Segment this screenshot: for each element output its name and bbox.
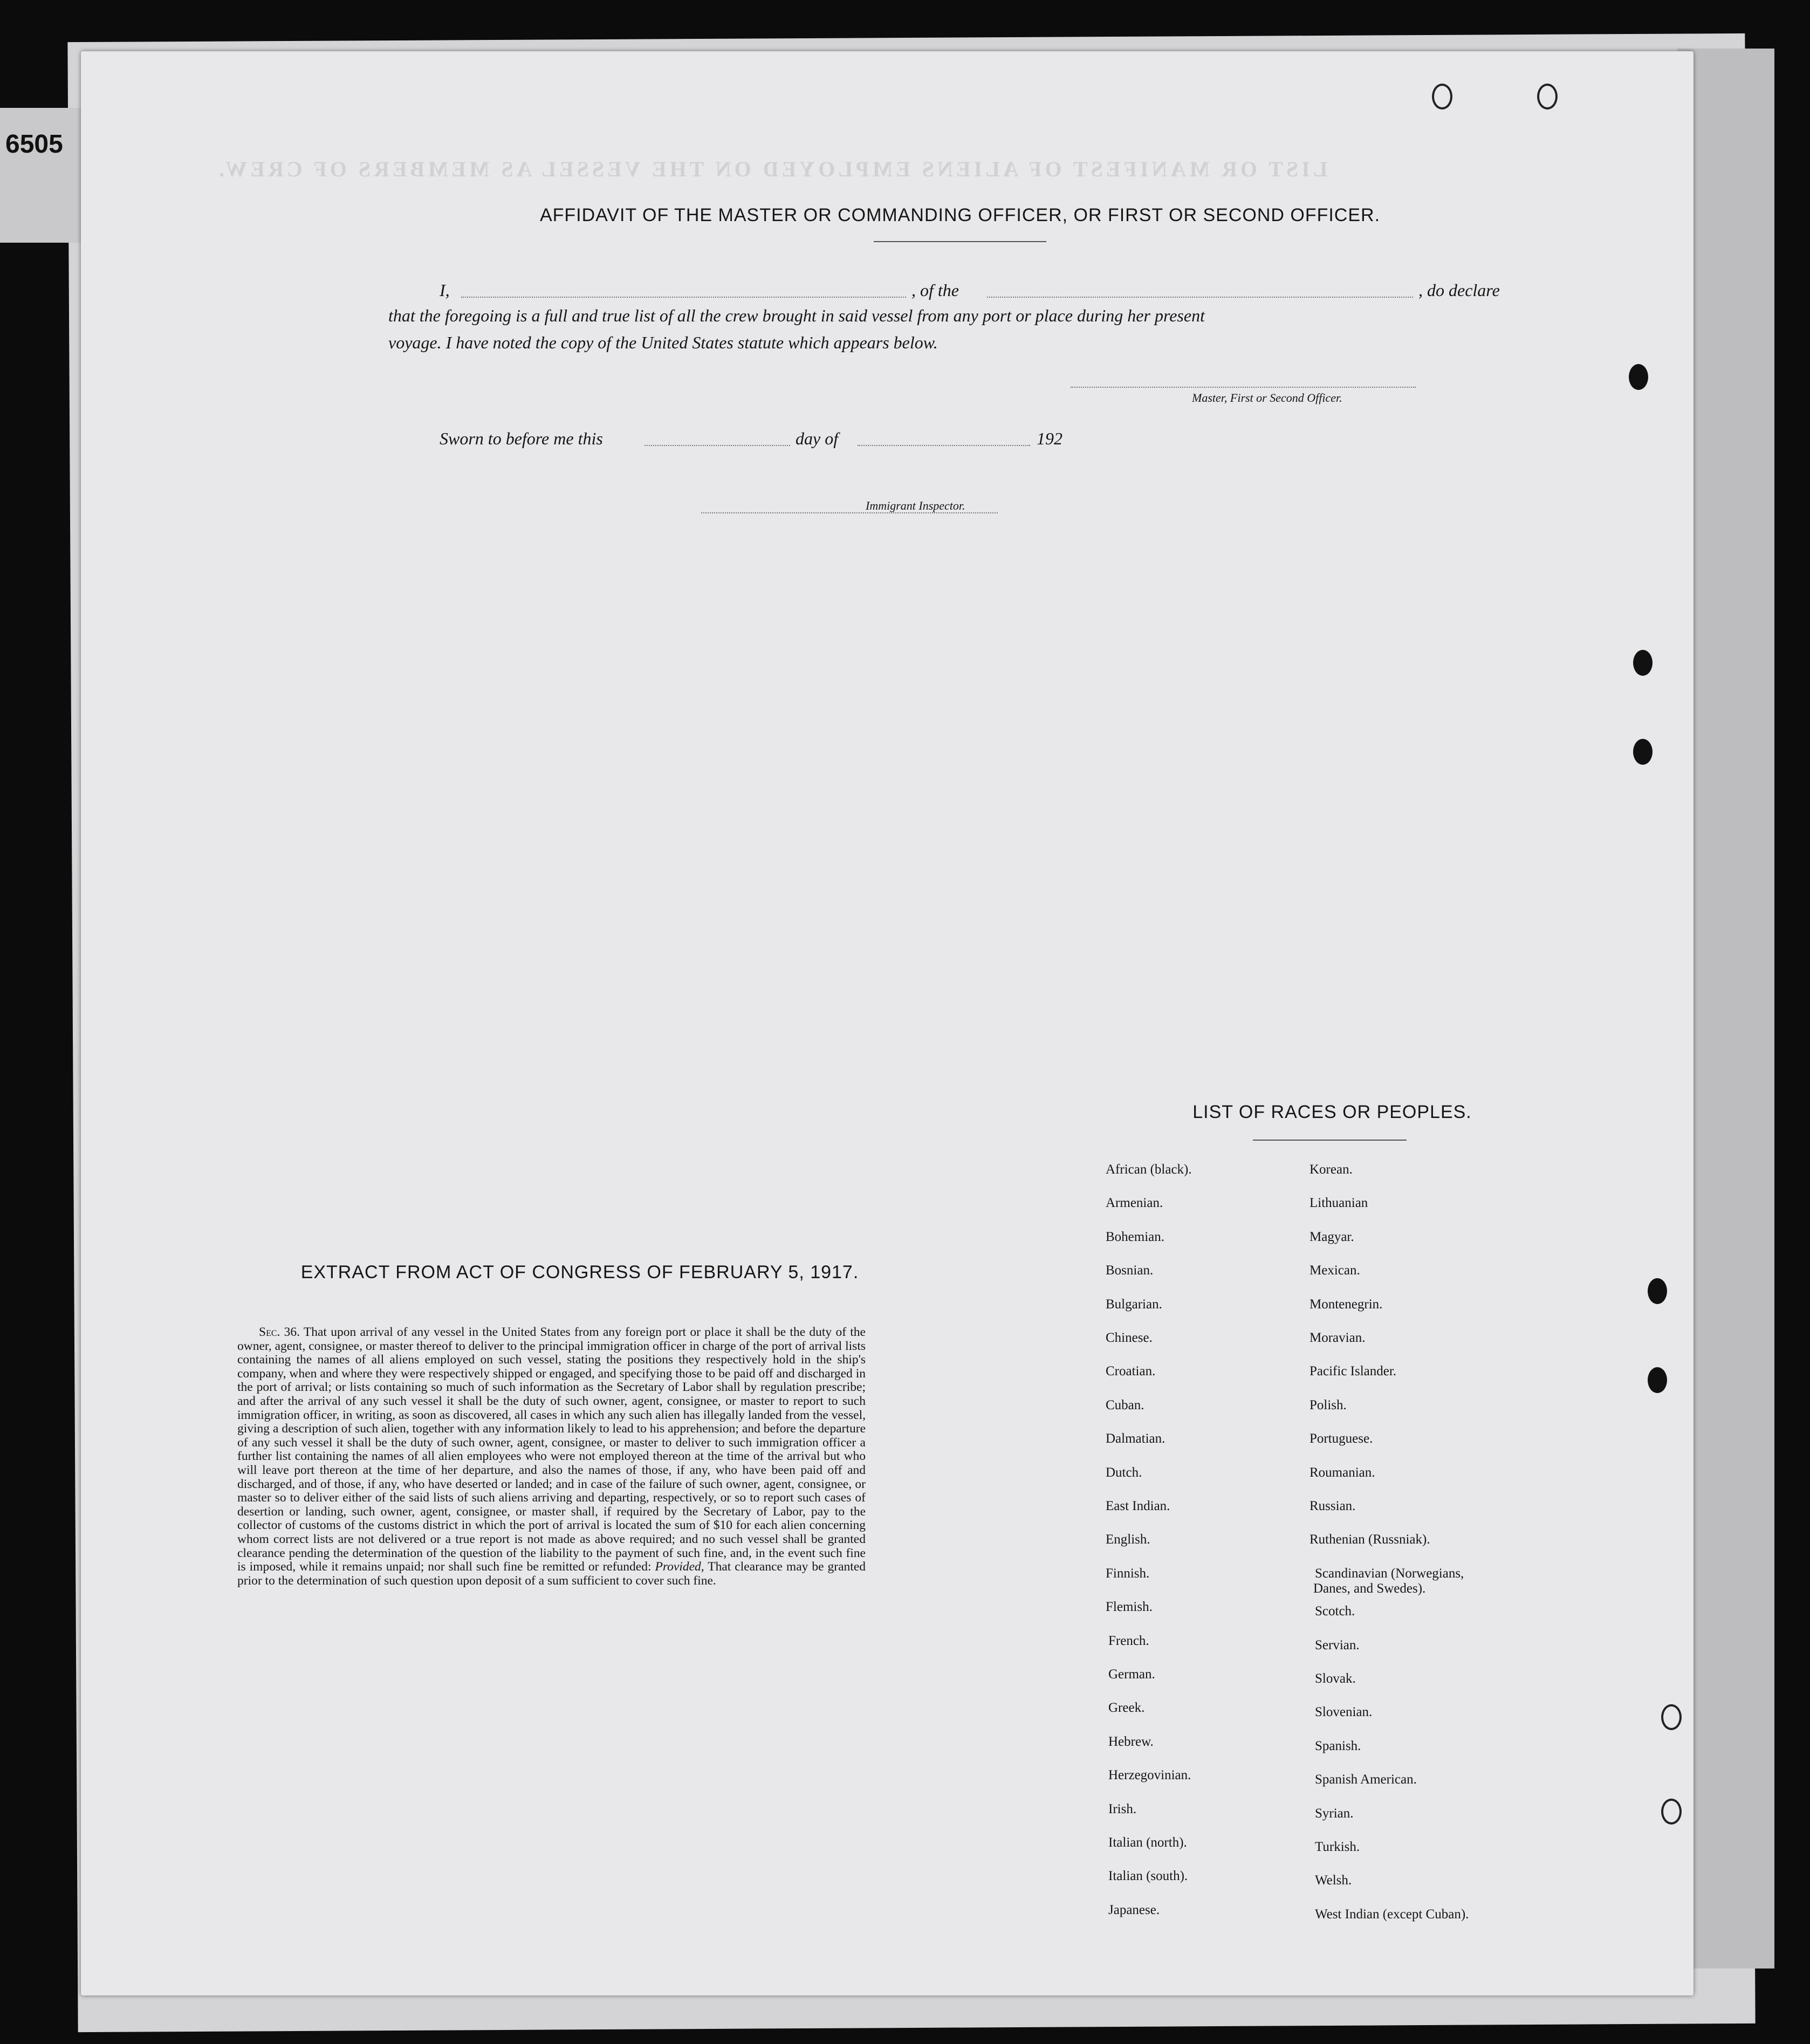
race-item: Finnish. [1106,1566,1150,1581]
manifest-page [81,51,1694,1995]
race-item: Hebrew. [1108,1734,1154,1749]
race-item: Roumanian. [1309,1465,1375,1480]
race-item: Flemish. [1106,1600,1153,1615]
section-text-end: That clearance may be granted prior to the determination of such question upon deposit of a sum sufficient to cover such fine. [237,1560,866,1588]
race-item: Italian (south). [1108,1869,1188,1884]
affidavit-line1-end: , do declare [1418,280,1500,300]
race-item: Korean. [1309,1162,1353,1177]
punch-hole [1661,1704,1682,1730]
race-item: Portuguese. [1309,1431,1373,1446]
race-item: Irish. [1108,1801,1137,1816]
race-item: Polish. [1309,1397,1347,1412]
sworn-year: 192 [1037,429,1062,448]
punch-hole [1648,1367,1667,1393]
race-item: Servian. [1315,1637,1360,1652]
races-title: LIST OF RACES OR PEOPLES. [1192,1102,1472,1122]
vessel-blank [987,297,1413,298]
race-item: Scotch. [1315,1604,1355,1619]
title-underline [874,241,1046,242]
punch-hole [1629,364,1648,390]
race-item: African (black). [1106,1162,1192,1177]
punch-hole [1633,739,1653,765]
sworn-month-blank [858,445,1030,446]
punch-hole [1648,1278,1667,1304]
race-item: Spanish American. [1315,1772,1417,1787]
race-item: East Indian. [1106,1499,1170,1513]
affidavit-line2: that the foregoing is a full and true list of all the crew brought in said vessel from any port or place during her present [388,306,1205,325]
section-text: That upon arrival of any vessel in the United States from any foreign port or place it shall be the duty of the owner, agent, consignee, or master thereof to deliver to the principal immigration officer in charge of the port of arrival lists containing the names of all aliens employed on such vessel, stating the positions they respectively hold in the ship's company, when and where they were respectively shipped or engaged, and specifying those to be paid off and discharged in the port of arrival; or lists containing so much of such information as the Secretary of Labor shall by regulation prescribe; and after the arrival of any such vessel it shall be the duty of such owner, agent, consignee, or master to report to such immigration officer, in writing, as soon as discovered, all cases in which any such alien has illegally landed from the vessel, giving a description of such alien, together with any information likely to lead to his apprehension; and before the departure of any such vessel it shall be the duty of such owner, agent, consignee, or master to deliver to such immigration officer a further list containing the names of all alien employees who were not employed thereon at the time of the arrival but who will leave port thereon at the time of her departure, and also the names of those, if any, who have been paid off and discharged, and of those, if any, who have deserted or landed; and in case of the failure of such owner, agent, consignee, or master so to deliver either of the said lists of such aliens arriving and departing, respectively, or so to report such cases of desertion or landing, such owner, agent, consignee, or master shall, if required by the Secretary of Labor, pay to the collector of customs of the customs district in which the port of arrival is located the sum of $10 for each alien concerning whom correct lists are not delivered or a true report is not made as above required; and no such vessel shall be granted clearance pending the determination of the question of the liability to the payment of such fine, and, in the event such fine is imposed, while it remains unpaid; nor shall such fine be remitted or refunded: [237,1325,866,1574]
provided-word: Provided, [655,1560,704,1574]
race-item: Bohemian. [1106,1229,1165,1244]
stub-strip [0,108,81,243]
race-item: Japanese. [1108,1902,1160,1917]
race-item: English. [1106,1532,1150,1547]
signature-label: Master, First or Second Officer. [1192,391,1342,404]
race-item: Italian (north). [1108,1835,1187,1850]
race-item: Danes, and Swedes). [1313,1581,1426,1596]
stub-number: 6505 [5,130,63,159]
race-item: Pacific Islander. [1309,1364,1397,1379]
race-item: Lithuanian [1309,1196,1368,1211]
sworn-day-label: day of [796,429,839,448]
inspector-label: Immigrant Inspector. [866,499,965,512]
race-item: Ruthenian (Russniak). [1309,1532,1430,1547]
punch-hole [1537,84,1558,109]
race-item: French. [1108,1633,1149,1648]
extract-title: EXTRACT FROM ACT OF CONGRESS OF FEBRUARY 5, 1917. [300,1262,859,1282]
punch-hole [1633,650,1653,676]
race-item: Moravian. [1309,1330,1366,1345]
race-item: Syrian. [1315,1806,1354,1821]
race-item: Magyar. [1309,1229,1354,1244]
race-item: Spanish. [1315,1738,1361,1753]
sworn-prefix: Sworn to before me this [440,429,603,448]
race-item: Mexican. [1309,1263,1360,1278]
signature-blank [1071,387,1416,388]
race-item: German. [1108,1667,1155,1682]
race-item: Cuban. [1106,1397,1144,1412]
section-label: Sec. 36. [259,1325,300,1339]
race-item: Slovak. [1315,1671,1356,1686]
affidavit-line3: voyage. I have noted the copy of the United States statute which appears below. [388,333,938,352]
punch-hole [1432,84,1452,109]
race-item: Armenian. [1106,1196,1163,1211]
race-item: Croatian. [1106,1364,1156,1379]
bleed-through-heading: LIST OR MANIFEST OF ALIENS EMPLOYED ON THE VESSEL AS MEMBERS OF CREW. [216,157,1328,181]
affidavit-line1-start: I, [440,280,450,300]
races-title-underline [1253,1140,1407,1141]
affidavit-title: AFFIDAVIT OF THE MASTER OR COMMANDING OFFICER, OR FIRST OR SECOND OFFICER. [539,205,1381,225]
race-item: Dalmatian. [1106,1431,1165,1446]
race-item: Scandinavian (Norwegians, [1315,1566,1464,1581]
race-item: Slovenian. [1315,1705,1373,1720]
race-item: Welsh. [1315,1873,1352,1888]
punch-hole [1661,1799,1682,1824]
race-item: Dutch. [1106,1465,1142,1480]
race-item: West Indian (except Cuban). [1315,1906,1469,1922]
race-item: Bulgarian. [1106,1297,1162,1312]
sworn-day-blank [645,445,790,446]
race-item: Greek. [1108,1700,1145,1716]
affidavit-line1-mid: , of the [911,280,959,300]
extract-body [237,1326,866,1588]
race-item: Bosnian. [1106,1263,1154,1278]
race-item: Herzegovinian. [1108,1768,1191,1783]
name-blank [461,297,906,298]
race-item: Turkish. [1315,1840,1360,1854]
race-item: Russian. [1309,1499,1356,1513]
race-item: Montenegrin. [1309,1297,1383,1312]
race-item: Chinese. [1106,1330,1153,1345]
